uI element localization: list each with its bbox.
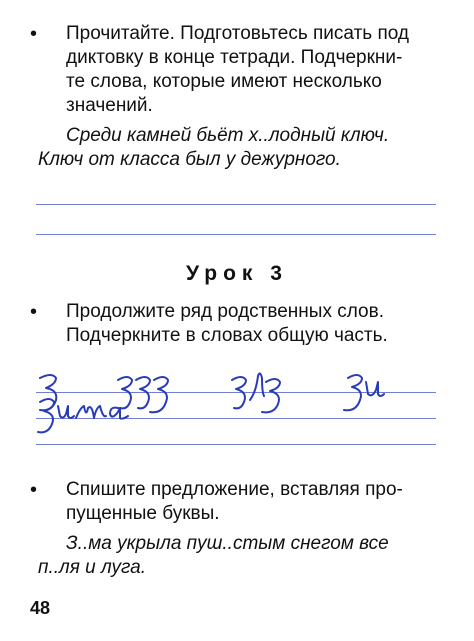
- instruction-line: диктовку в конце тетради. Подчеркни-: [66, 47, 403, 68]
- instruction-line: Продолжите ряд родственных слов.: [66, 301, 384, 322]
- example-sentence-4: п..ля и луга.: [38, 557, 147, 578]
- instruction-line: значений.: [66, 95, 153, 116]
- example-sentence-1: Среди камней бьёт х..лодный ключ.: [66, 125, 390, 146]
- bullet: •: [30, 23, 38, 45]
- page-number: 48: [30, 598, 51, 618]
- task-3-instruction: [66, 478, 450, 526]
- instruction-line: Подчеркните в словах общую часть.: [66, 325, 388, 346]
- example-sentence-2: Ключ от класса был у дежурного.: [38, 149, 341, 170]
- instruction-line: Прочитайте. Подготовьтесь писать под: [66, 23, 409, 44]
- lesson-title: Урок 3: [186, 262, 288, 285]
- bullet: •: [30, 301, 38, 323]
- bullet: •: [30, 479, 38, 501]
- example-sentence-3: З..ма укрыла пуш..стым снегом все: [66, 533, 389, 554]
- instruction-line: пущенные буквы.: [66, 503, 220, 524]
- instruction-line: те слова, которые имеют несколько: [66, 71, 382, 92]
- task-3: [30, 478, 450, 526]
- instruction-line: Спишите предложение, вставляя про-: [66, 479, 403, 500]
